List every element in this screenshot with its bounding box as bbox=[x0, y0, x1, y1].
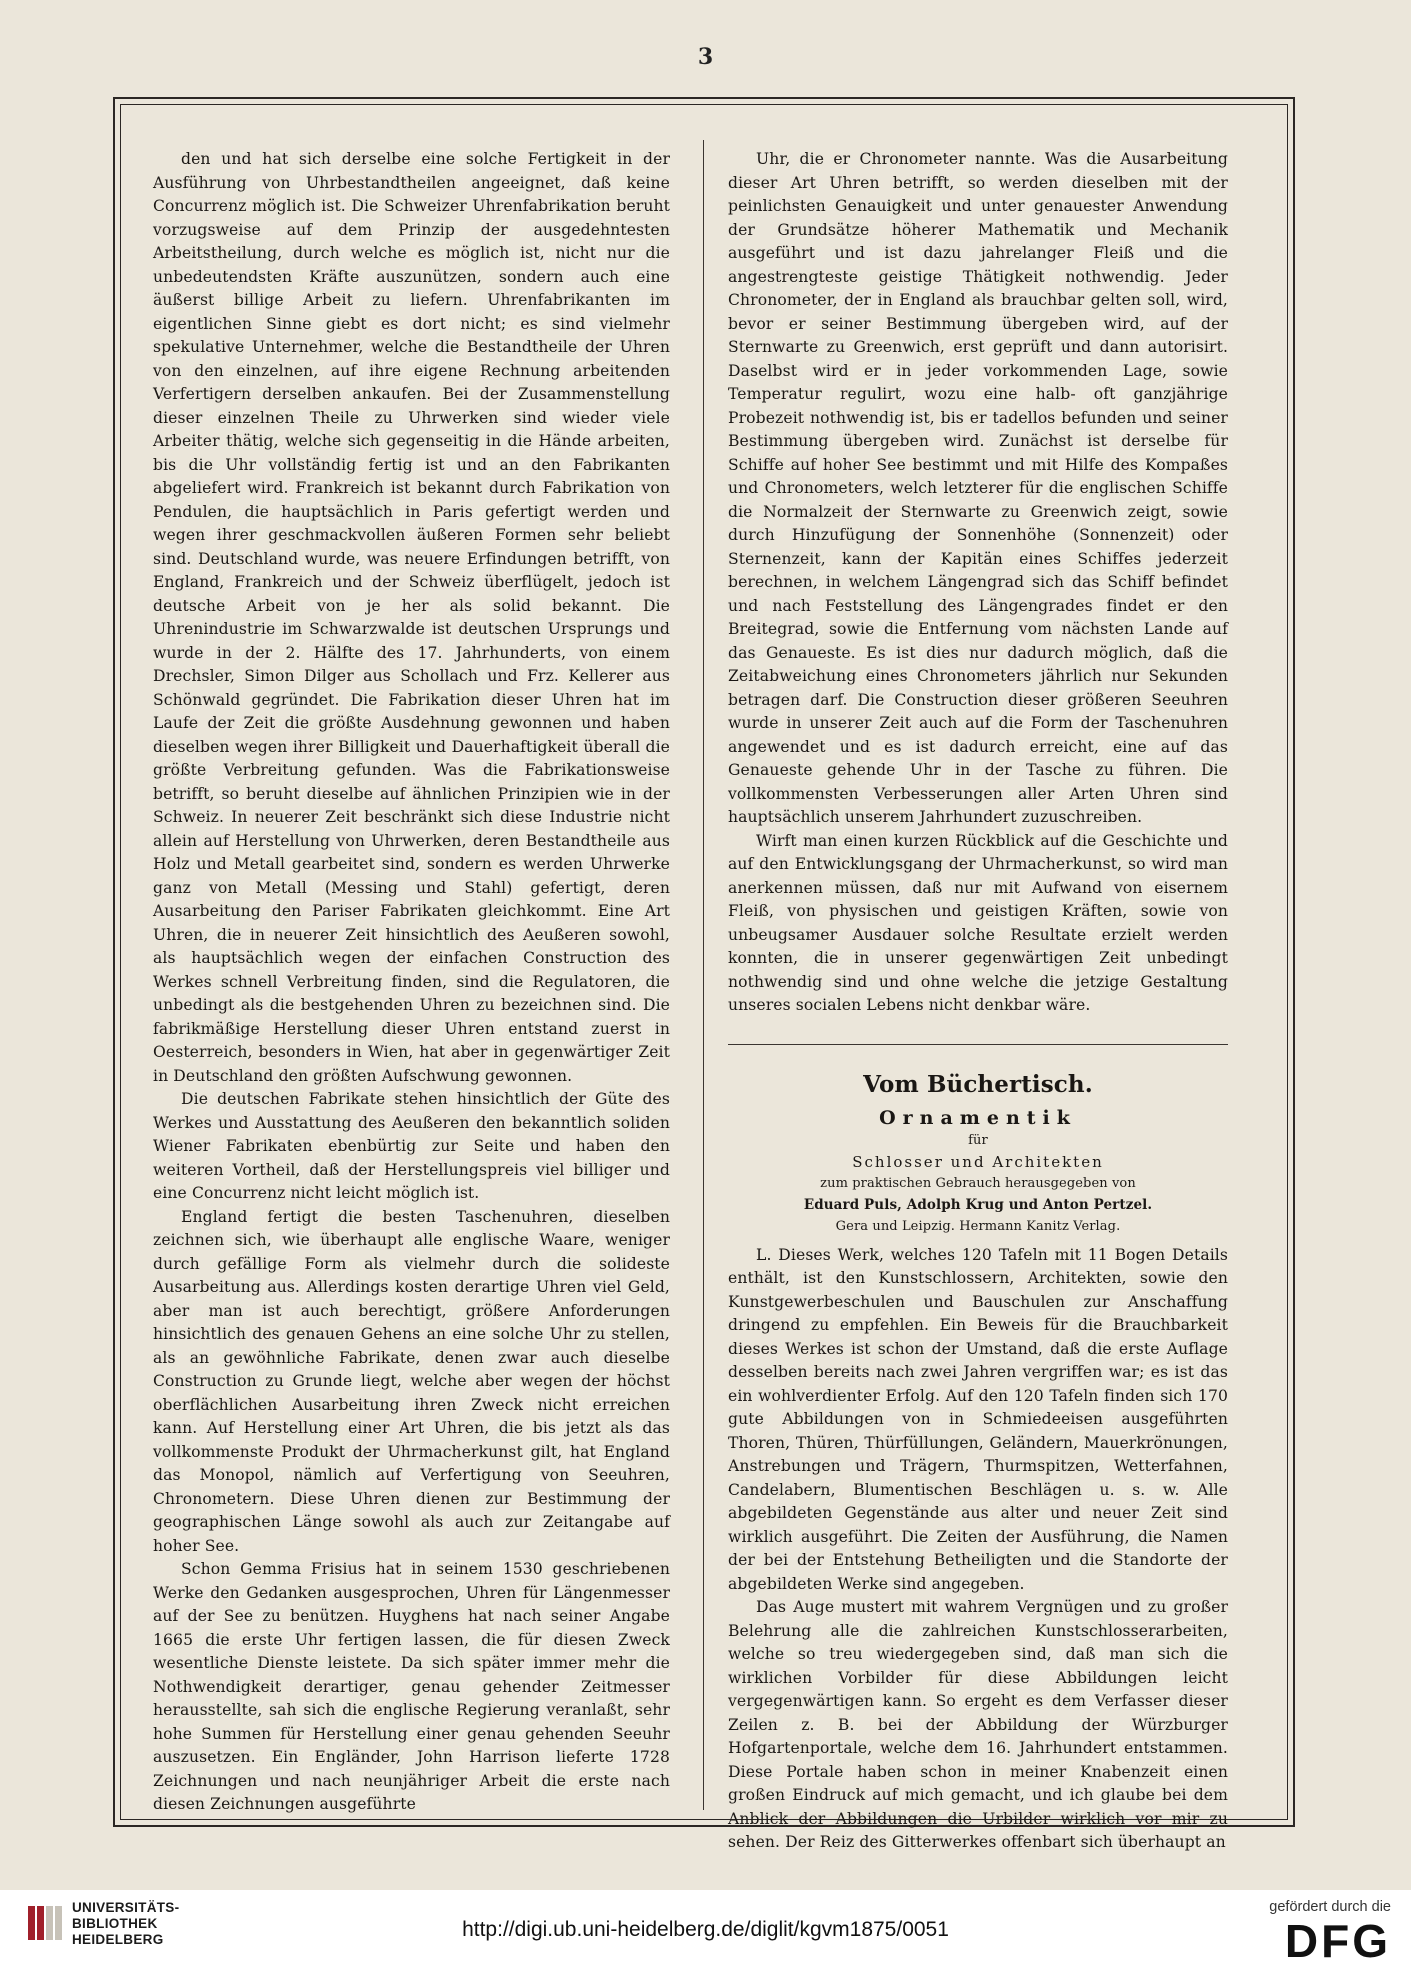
funder-block bbox=[1231, 1898, 1391, 1966]
left-paragraph-4: Schon Gemma Frisius hat in seinem 1530 geschriebenen Werke den Gedanken ausgesprochen, Uhren für Längenmesser auf der See zu benützen. Huyghens hat nach seiner Angabe 1665 die erste Uhr fertigen lassen, die für diesen Zweck wesentliche Dienste leistete. Da sich später immer mehr die Nothwendigkeit derartiger, genau gehender Zeitmesser herausstellte, sah sich die englische Regierung veranlaßt, sehr hohe Summen für Herstellung einer genau gehenden Seeuhr auszusetzen. Ein Engländer, John Harrison lieferte 1728 Zeichnungen und nach neunjähriger Arbeit die erste nach diesen Zeichnungen ausgeführte bbox=[153, 1560, 670, 1813]
review-audience: Schlosser und Architekten bbox=[852, 1152, 1104, 1171]
right-column bbox=[728, 148, 1228, 1851]
review-for-word: für bbox=[968, 1132, 988, 1148]
funder-label: gefördert durch die bbox=[1269, 1899, 1391, 1915]
footer-bar bbox=[0, 1890, 1411, 1973]
dfg-logo[interactable]: DFG bbox=[1284, 1915, 1391, 1967]
left-column bbox=[153, 148, 670, 1813]
section-rule bbox=[728, 1044, 1228, 1045]
left-paragraph-3: England fertigt die besten Taschenuhren, dieselben zeichnen sich, wie überhaupt alle englische Waare, weniger durch gefällige Form als vielmehr durch die solideste Ausarbeitung aus. Allerdings kosten derartige Uhren viel Geld, aber man ist auch berechtigt, größere Anforderungen hinsichtlich des genauen Gehens an eine solche Uhr zu stellen, als an gewöhnliche Fabrikate, denen zwar auch dieselbe Construction zu Grunde liegt, welche aber wegen der höchst oberflächlichen Ausarbeitung ihren Zweck nicht erreichen kann. Auf Herstellung einer Art Uhren, die bis jetzt als das vollkommenste Produkt der Uhrmacherkunst gilt, hat England das Monopol, nämlich auf Verfertigung von Seeuhren, Chronometern. Diese Uhren dienen zur Bestimmung der geographischen Länge sowohl als auch zur Zeitangabe auf hoher See. bbox=[153, 1207, 670, 1555]
review-purpose: zum praktischen Gebrauch herausgegeben von bbox=[820, 1175, 1136, 1191]
left-paragraph-1: den und hat sich derselbe eine solche Fertigkeit in der Ausführung von Uhrbestandtheilen angeeignet, daß keine Concurrenz möglich ist. Die Schweizer Uhrenfabrikation beruht vorzugsweise auf dem Prinzip der ausgedehntesten Arbeitstheilung, durch welche es möglich ist, nicht nur die unbedeutendsten Kräfte auszunützen, sondern auch eine äußerst billige Arbeit zu liefern. Uhrenfabrikanten im eigentlichen Sinne giebt es dort nicht; es sind vielmehr spekulative Unternehmer, welche die Bestandtheile der Uhren von den einzelnen, auf ihre eigene Rechnung arbeitenden Verfertigern derselben ankaufen. Bei der Zusammenstellung dieser einzelnen Theile zu Uhrwerken sind wieder viele Arbeiter thätig, welche sich gegenseitig in die Hände arbeiten, bis die Uhr vollständig fertig ist und an den Fabrikanten abgeliefert wird. Frankreich ist bekannt durch Fabrikation von Pendulen, die hauptsächlich in Paris gefertigt werden und wegen ihrer geschmackvollen äußeren Formen sehr beliebt sind. Deutschland wurde, was neuere Erfindungen betrifft, von England, Frankreich und der Schweiz überflügelt, jedoch ist deutsche Arbeit von je her als solid bekannt. Die Uhrenindustrie im Schwarzwalde ist deutschen Ursprungs und wurde in der 2. Hälfte des 17. Jahrhunderts, von einem Drechsler, Simon Dilger aus Schollach und Frz. Kellerer aus Schönwald gegründet. Die Fabrikation dieser Uhren hat im Laufe der Zeit die größte Ausdehnung gewonnen und haben dieselben wegen ihrer Billigkeit und Dauerhaftigkeit überall die größte Verbreitung gefunden. Was die Fabrikationsweise betrifft, so beruht dieselbe auf ähnlichen Prinzipien wie in der Schweiz. In neuerer Zeit beschränkt sich diese Industrie nicht allein auf Herstellung von Uhrwerken, deren Bestandtheile aus Holz und Metall gearbeitet sind, sondern es werden Uhrwerke ganz von Metall (Messing und Stahl) gefertigt, deren Ausarbeitung den Pariser Fabrikaten gleichkommt. Eine Art Uhren, die in neuerer Zeit hinsichtlich des Aeußeren sowohl, als hauptsächlich wegen der einfachen Construction des Werkes schnell Verbreitung finden, sind die Regulatoren, die unbedingt als die bestgehenden Uhren zu bezeichnen sind. Die fabrikmäßige Herstellung dieser Uhren entstand zuerst in Oesterreich, besonders in Wien, hat aber in gegenwärtiger Zeit in Deutschland den größten Aufschwung gewonnen. bbox=[153, 150, 670, 1085]
library-name-line-3: HEIDELBERG bbox=[72, 1932, 164, 1947]
review-publisher: Gera und Leipzig. Hermann Kanitz Verlag. bbox=[835, 1218, 1121, 1234]
source-url[interactable]: http://digi.ub.uni-heidelberg.de/diglit/kgvm1875/0051 bbox=[462, 1918, 949, 1941]
review-paragraph-1: L. Dieses Werk, welches 120 Tafeln mit 11 Bogen Details enthält, ist den Kunstschlossern, Architekten, sowie den Kunstgewerbeschulen und Bauschulen zur Anschaffung dringend zu empfehlen. Ein Beweis für die Brauchbarkeit dieses Werkes ist schon der Umstand, daß die erste Auflage desselben bereits nach zwei Jahren vergriffen war; es ist das ein wohlverdienter Erfolg. Auf den 120 Tafeln finden sich 170 gute Abbildungen von in Schmiedeeisen ausgeführten Thoren, Thüren, Thürfüllungen, Geländern, Mauerkrönungen, Anstrebungen und Trägern, Thurmspitzen, Wetterfahnen, Candelabern, Blumentischen Beschlägen u. s. w. Alle abgebildeten Gegenstände aus alter und neuer Zeit sind wirklich ausgeführt. Die Zeiten der Ausführung, die Namen der bei der Entstehung Betheiligten und die Standorte der abgebildeten Werke sind angegeben. bbox=[728, 1245, 1228, 1593]
review-paragraph-2: Das Auge mustert mit wahrem Vergnügen und zu großer Belehrung alle die zahlreichen Kunstschlosserarbeiten, welche so treu wiedergegeben sind, daß man sich die wirklichen Vorbilder für diese Abbildungen leicht vergegenwärtigen kann. So ergeht es dem Verfasser dieser Zeilen z. B. bei der Abbildung der Würzburger Hofgartenportale, welche dem 16. Jahrhundert entstammen. Diese Portale haben schon in meiner Knabenzeit einen großen Eindruck auf mich gemacht, und ich glaube bei dem Anblick der Abbildungen die Urbilder wirklich vor mir zu sehen. Der Reiz des Gitterwerkes offenbart sich überhaupt an bbox=[728, 1598, 1228, 1851]
right-paragraph-2: Wirft man einen kurzen Rückblick auf die Geschichte und auf den Entwicklungsgang der Uhrmacherkunst, so wird man anerkennen müssen, daß nur mit Aufwand von eisernem Fleiß, von physischen und geistigen Kräften, sowie von unbeugsamer Ausdauer solche Resultate erzielt werden konnten, die in unserer gegenwärtigen Zeit unbedingt nothwendig sind und ohne welche die jetzige Gestaltung unseres socialen Lebens nicht denkbar wäre. bbox=[728, 831, 1228, 1014]
review-authors: Eduard Puls, Adolph Krug und Anton Pertzel. bbox=[803, 1196, 1153, 1213]
library-name-line-2: BIBLIOTHEK bbox=[72, 1916, 158, 1931]
right-paragraph-1: Uhr, die er Chronometer nannte. Was die Ausarbeitung dieser Art Uhren betrifft, so werden dieselben mit der peinlichsten Genauigkeit und unter genauester Anwendung der Grundsätze höherer Mathematik und Mechanik ausgeführt und ist dazu jahrelanger Fleiß und die angestrengteste geistige Thätigkeit nothwendig. Jeder Chronometer, der in England als brauchbar gelten soll, wird, bevor er seiner Bestimmung übergeben wird, auf der Sternwarte zu Greenwich, erst geprüft und dann autorisirt. Daselbst wird er in jeder vorkommenden Lage, sowie Temperatur regulirt, wozu eine halb- oft ganzjährige Probezeit nothwendig ist, bis er tadellos befunden und seiner Bestimmung übergeben wird. Zunächst ist derselbe für Schiffe auf hoher See bestimmt und mit Hilfe des Kompaßes und Chronometers, welch letzterer für die englischen Schiffe die Normalzeit der Sternwarte zu Greenwich zeigt, sowie durch Hinzufügung der Sonnenhöhe (Sonnenzeit) oder Sternenzeit, kann der Kapitän eines Schiffes jederzeit berechnen, in welchem Längengrad sich das Schiff befindet und nach Feststellung des Längengrades findet er den Breitegrad, sowie die Entfernung vom nächsten Lande auf das Genaueste. Es ist dies nur dadurch möglich, daß die Zeitabweichung eines Chronometers jährlich nur Sekunden betragen darf. Die Construction dieser größeren Seeuhren wurde in unserer Zeit auch auf die Form der Taschenuhren angewendet und es ist dadurch erreicht, eine auf das Genaueste gehende Uhr in der Tasche zu führen. Die vollkommensten Verbesserungen aller Arten Uhren sind hauptsächlich unserem Jahrhundert zuzuschreiben. bbox=[728, 150, 1228, 826]
page-number: 3 bbox=[697, 44, 714, 70]
column-divider bbox=[703, 140, 704, 1810]
review-book-title: Ornamentik bbox=[879, 1106, 1077, 1129]
review-heading: Vom Büchertisch. bbox=[863, 1070, 1093, 1098]
left-paragraph-2: Die deutschen Fabrikate stehen hinsichtlich der Güte des Werkes und Ausstattung des Aeußeren den bekanntlich soliden Wiener Fabrikaten ebenbürtig zur Seite und haben den weiteren Vortheil, daß der Herstellungspreis viel billiger und eine Concurrenz nicht leicht möglich ist. bbox=[153, 1090, 670, 1202]
library-name-line-1: UNIVERSITÄTS- bbox=[72, 1900, 180, 1915]
book-review bbox=[728, 1069, 1228, 1855]
